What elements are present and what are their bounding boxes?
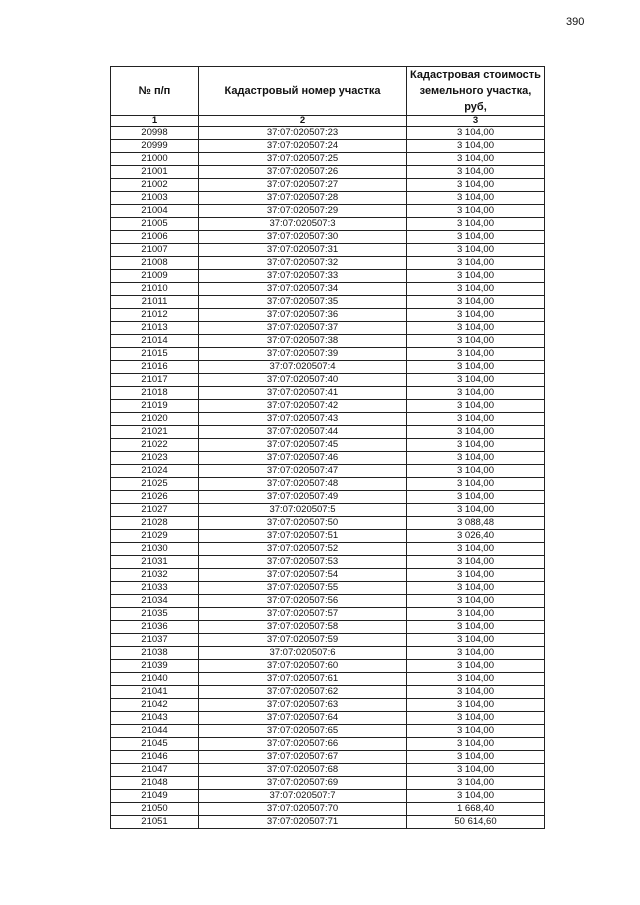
- table-row: [111, 790, 545, 803]
- column-index: 2: [199, 116, 407, 127]
- row-number-cell: 21017: [111, 374, 199, 387]
- row-number-cell: 21039: [111, 660, 199, 673]
- cadastral-number-cell: 37:07:020507:67: [199, 751, 407, 764]
- cadastral-number-cell: 37:07:020507:52: [199, 543, 407, 556]
- cadastral-value-cell: 3 104,00: [407, 400, 545, 413]
- column-header-cadastral-value: Кадастровая стоимость земельного участка, руб,: [407, 67, 545, 116]
- table-row: [111, 244, 545, 257]
- cadastral-value-cell: 3 104,00: [407, 452, 545, 465]
- row-number-cell: 20998: [111, 127, 199, 140]
- cadastral-number-cell: 37:07:020507:30: [199, 231, 407, 244]
- row-number-cell: 21049: [111, 790, 199, 803]
- cadastral-value-cell: 1 668,40: [407, 803, 545, 816]
- cadastral-value-cell: 3 104,00: [407, 595, 545, 608]
- cadastral-value-cell: 3 104,00: [407, 465, 545, 478]
- row-number-cell: 21041: [111, 686, 199, 699]
- row-number-cell: 21040: [111, 673, 199, 686]
- cadastral-value-cell: 3 104,00: [407, 738, 545, 751]
- cadastral-value-cell: 3 104,00: [407, 634, 545, 647]
- table-row: [111, 634, 545, 647]
- row-number-cell: 21007: [111, 244, 199, 257]
- table-row: [111, 582, 545, 595]
- column-index: 1: [111, 116, 199, 127]
- table-row: [111, 387, 545, 400]
- cadastral-value-cell: 3 104,00: [407, 296, 545, 309]
- cadastral-number-cell: 37:07:020507:65: [199, 725, 407, 738]
- cadastral-value-cell: 3 104,00: [407, 166, 545, 179]
- row-number-cell: 21012: [111, 309, 199, 322]
- table-row: [111, 374, 545, 387]
- row-number-cell: 21037: [111, 634, 199, 647]
- cadastral-number-cell: 37:07:020507:3: [199, 218, 407, 231]
- cadastral-value-cell: 3 104,00: [407, 218, 545, 231]
- cadastral-number-cell: 37:07:020507:54: [199, 569, 407, 582]
- table-row: [111, 803, 545, 816]
- cadastral-value-cell: 3 104,00: [407, 491, 545, 504]
- table-row: [111, 231, 545, 244]
- cadastral-value-cell: 3 104,00: [407, 309, 545, 322]
- cadastral-value-cell: 3 104,00: [407, 257, 545, 270]
- cadastral-number-cell: 37:07:020507:58: [199, 621, 407, 634]
- table-row: [111, 296, 545, 309]
- table-row: [111, 179, 545, 192]
- cadastral-number-cell: 37:07:020507:56: [199, 595, 407, 608]
- row-number-cell: 21010: [111, 283, 199, 296]
- cadastral-number-cell: 37:07:020507:42: [199, 400, 407, 413]
- cadastral-value-cell: 3 104,00: [407, 192, 545, 205]
- cadastral-number-cell: 37:07:020507:61: [199, 673, 407, 686]
- table-row: [111, 491, 545, 504]
- cadastral-number-cell: 37:07:020507:43: [199, 413, 407, 426]
- table-row: [111, 257, 545, 270]
- cadastral-number-cell: 37:07:020507:49: [199, 491, 407, 504]
- row-number-cell: 21048: [111, 777, 199, 790]
- cadastral-value-cell: 3 104,00: [407, 205, 545, 218]
- cadastral-number-cell: 37:07:020507:34: [199, 283, 407, 296]
- cadastral-value-cell: 3 104,00: [407, 647, 545, 660]
- cadastral-number-cell: 37:07:020507:41: [199, 387, 407, 400]
- cadastral-number-cell: 37:07:020507:31: [199, 244, 407, 257]
- row-number-cell: 21032: [111, 569, 199, 582]
- cadastral-value-cell: 3 104,00: [407, 660, 545, 673]
- row-number-cell: 21044: [111, 725, 199, 738]
- cadastral-value-cell: 3 104,00: [407, 335, 545, 348]
- cadastral-value-cell: 3 104,00: [407, 179, 545, 192]
- cadastral-number-cell: 37:07:020507:71: [199, 816, 407, 829]
- cadastral-number-cell: 37:07:020507:60: [199, 660, 407, 673]
- row-number-cell: 21029: [111, 530, 199, 543]
- row-number-cell: 21042: [111, 699, 199, 712]
- table-row: [111, 322, 545, 335]
- table-row: [111, 504, 545, 517]
- cadastral-value-cell: 50 614,60: [407, 816, 545, 829]
- cadastral-number-cell: 37:07:020507:45: [199, 439, 407, 452]
- table-row: [111, 127, 545, 140]
- cadastral-number-cell: 37:07:020507:25: [199, 153, 407, 166]
- row-number-cell: 21020: [111, 413, 199, 426]
- row-number-cell: 21031: [111, 556, 199, 569]
- row-number-cell: 21030: [111, 543, 199, 556]
- cadastral-number-cell: 37:07:020507:68: [199, 764, 407, 777]
- cadastral-number-cell: 37:07:020507:23: [199, 127, 407, 140]
- row-number-cell: 21045: [111, 738, 199, 751]
- cadastral-number-cell: 37:07:020507:57: [199, 608, 407, 621]
- cadastral-value-cell: 3 104,00: [407, 764, 545, 777]
- cadastral-value-cell: 3 104,00: [407, 712, 545, 725]
- row-number-cell: 21023: [111, 452, 199, 465]
- cadastral-number-cell: 37:07:020507:32: [199, 257, 407, 270]
- cadastral-value-cell: 3 104,00: [407, 790, 545, 803]
- cadastral-number-cell: 37:07:020507:62: [199, 686, 407, 699]
- cadastral-number-cell: 37:07:020507:33: [199, 270, 407, 283]
- table-row: [111, 777, 545, 790]
- table-row: [111, 361, 545, 374]
- cadastral-number-cell: 37:07:020507:63: [199, 699, 407, 712]
- cadastral-value-cell: 3 104,00: [407, 140, 545, 153]
- table-row: [111, 218, 545, 231]
- row-number-cell: 21009: [111, 270, 199, 283]
- table-row: [111, 452, 545, 465]
- cadastral-number-cell: 37:07:020507:69: [199, 777, 407, 790]
- row-number-cell: 21006: [111, 231, 199, 244]
- cadastral-value-cell: 3 104,00: [407, 543, 545, 556]
- cadastral-value-cell: 3 104,00: [407, 608, 545, 621]
- row-number-cell: 21022: [111, 439, 199, 452]
- table-row: [111, 608, 545, 621]
- cadastral-number-cell: 37:07:020507:28: [199, 192, 407, 205]
- table-row: [111, 647, 545, 660]
- row-number-cell: 21043: [111, 712, 199, 725]
- table-row: [111, 517, 545, 530]
- cadastral-number-cell: 37:07:020507:70: [199, 803, 407, 816]
- page-number: 390: [566, 16, 585, 28]
- cadastral-value-cell: 3 104,00: [407, 751, 545, 764]
- row-number-cell: 21011: [111, 296, 199, 309]
- table-row: [111, 699, 545, 712]
- row-number-cell: 21036: [111, 621, 199, 634]
- cadastral-value-cell: 3 088,48: [407, 517, 545, 530]
- cadastral-value-cell: 3 104,00: [407, 426, 545, 439]
- table-row: [111, 192, 545, 205]
- cadastral-value-cell: 3 104,00: [407, 673, 545, 686]
- cadastral-value-cell: 3 104,00: [407, 777, 545, 790]
- row-number-cell: 21019: [111, 400, 199, 413]
- table-row: [111, 439, 545, 452]
- row-number-cell: 21038: [111, 647, 199, 660]
- table-row: [111, 270, 545, 283]
- table-row: [111, 205, 545, 218]
- row-number-cell: 21028: [111, 517, 199, 530]
- row-number-cell: 21027: [111, 504, 199, 517]
- table-header-row: [111, 67, 545, 116]
- cadastral-number-cell: 37:07:020507:46: [199, 452, 407, 465]
- cadastral-value-cell: 3 104,00: [407, 478, 545, 491]
- cadastral-number-cell: 37:07:020507:47: [199, 465, 407, 478]
- table-row: [111, 140, 545, 153]
- table-row: [111, 725, 545, 738]
- cadastral-value-cell: 3 104,00: [407, 322, 545, 335]
- cadastral-number-cell: 37:07:020507:38: [199, 335, 407, 348]
- row-number-cell: 21025: [111, 478, 199, 491]
- cadastral-value-cell: 3 104,00: [407, 348, 545, 361]
- cadastral-number-cell: 37:07:020507:66: [199, 738, 407, 751]
- column-header-cadastral-number: Кадастровый номер участка: [199, 67, 407, 116]
- table-row: [111, 569, 545, 582]
- row-number-cell: 21018: [111, 387, 199, 400]
- cadastral-number-cell: 37:07:020507:35: [199, 296, 407, 309]
- cadastral-value-cell: 3 104,00: [407, 582, 545, 595]
- cadastral-number-cell: 37:07:020507:29: [199, 205, 407, 218]
- row-number-cell: 21005: [111, 218, 199, 231]
- cadastral-value-cell: 3 104,00: [407, 569, 545, 582]
- row-number-cell: 21004: [111, 205, 199, 218]
- cadastral-value-cell: 3 104,00: [407, 413, 545, 426]
- table-row: [111, 413, 545, 426]
- cadastral-number-cell: 37:07:020507:55: [199, 582, 407, 595]
- column-index: 3: [407, 116, 545, 127]
- cadastral-value-cell: 3 104,00: [407, 387, 545, 400]
- cadastral-value-cell: 3 104,00: [407, 283, 545, 296]
- row-number-cell: 21033: [111, 582, 199, 595]
- cadastral-number-cell: 37:07:020507:24: [199, 140, 407, 153]
- table-row: [111, 660, 545, 673]
- column-header-number: № п/п: [111, 67, 199, 116]
- row-number-cell: 21026: [111, 491, 199, 504]
- row-number-cell: 21051: [111, 816, 199, 829]
- table-row: [111, 283, 545, 296]
- cadastral-number-cell: 37:07:020507:4: [199, 361, 407, 374]
- table-row: [111, 478, 545, 491]
- table-row: [111, 595, 545, 608]
- table-row: [111, 764, 545, 777]
- row-number-cell: 21046: [111, 751, 199, 764]
- row-number-cell: 21008: [111, 257, 199, 270]
- table-row: [111, 673, 545, 686]
- cadastral-number-cell: 37:07:020507:27: [199, 179, 407, 192]
- row-number-cell: 21024: [111, 465, 199, 478]
- cadastral-value-cell: 3 104,00: [407, 127, 545, 140]
- row-number-cell: 21002: [111, 179, 199, 192]
- cadastral-number-cell: 37:07:020507:64: [199, 712, 407, 725]
- row-number-cell: 21015: [111, 348, 199, 361]
- row-number-cell: 20999: [111, 140, 199, 153]
- cadastral-value-cell: 3 104,00: [407, 686, 545, 699]
- cadastral-value-cell: 3 104,00: [407, 374, 545, 387]
- cadastral-value-cell: 3 104,00: [407, 231, 545, 244]
- cadastral-number-cell: 37:07:020507:37: [199, 322, 407, 335]
- row-number-cell: 21021: [111, 426, 199, 439]
- table-row: [111, 738, 545, 751]
- cadastral-number-cell: 37:07:020507:7: [199, 790, 407, 803]
- table-row: [111, 426, 545, 439]
- cadastral-value-cell: 3 104,00: [407, 725, 545, 738]
- table-row: [111, 400, 545, 413]
- row-number-cell: 21050: [111, 803, 199, 816]
- cadastral-value-cell: 3 104,00: [407, 556, 545, 569]
- cadastral-number-cell: 37:07:020507:26: [199, 166, 407, 179]
- table-row: [111, 309, 545, 322]
- row-number-cell: 21035: [111, 608, 199, 621]
- cadastral-table: [110, 66, 545, 829]
- cadastral-value-cell: 3 104,00: [407, 699, 545, 712]
- cadastral-number-cell: 37:07:020507:39: [199, 348, 407, 361]
- table-row: [111, 465, 545, 478]
- table-row: [111, 335, 545, 348]
- table-row: [111, 686, 545, 699]
- table-row: [111, 530, 545, 543]
- cadastral-value-cell: 3 104,00: [407, 504, 545, 517]
- cadastral-number-cell: 37:07:020507:48: [199, 478, 407, 491]
- cadastral-value-cell: 3 104,00: [407, 244, 545, 257]
- row-number-cell: 21047: [111, 764, 199, 777]
- table-body: [111, 127, 545, 829]
- table-row: [111, 153, 545, 166]
- cadastral-value-cell: 3 026,40: [407, 530, 545, 543]
- table-row: [111, 556, 545, 569]
- table-row: [111, 166, 545, 179]
- cadastral-number-cell: 37:07:020507:44: [199, 426, 407, 439]
- table-row: [111, 712, 545, 725]
- row-number-cell: 21034: [111, 595, 199, 608]
- row-number-cell: 21014: [111, 335, 199, 348]
- cadastral-number-cell: 37:07:020507:51: [199, 530, 407, 543]
- cadastral-number-cell: 37:07:020507:5: [199, 504, 407, 517]
- cadastral-number-cell: 37:07:020507:36: [199, 309, 407, 322]
- row-number-cell: 21000: [111, 153, 199, 166]
- row-number-cell: 21003: [111, 192, 199, 205]
- table-row: [111, 751, 545, 764]
- cadastral-value-cell: 3 104,00: [407, 270, 545, 283]
- row-number-cell: 21001: [111, 166, 199, 179]
- table-row: [111, 816, 545, 829]
- cadastral-number-cell: 37:07:020507:59: [199, 634, 407, 647]
- row-number-cell: 21016: [111, 361, 199, 374]
- cadastral-number-cell: 37:07:020507:6: [199, 647, 407, 660]
- cadastral-number-cell: 37:07:020507:40: [199, 374, 407, 387]
- table-row: [111, 621, 545, 634]
- cadastral-value-cell: 3 104,00: [407, 439, 545, 452]
- column-index-row: [111, 116, 545, 127]
- cadastral-value-cell: 3 104,00: [407, 153, 545, 166]
- table-row: [111, 348, 545, 361]
- cadastral-value-cell: 3 104,00: [407, 361, 545, 374]
- table-row: [111, 543, 545, 556]
- cadastral-number-cell: 37:07:020507:53: [199, 556, 407, 569]
- row-number-cell: 21013: [111, 322, 199, 335]
- cadastral-value-cell: 3 104,00: [407, 621, 545, 634]
- cadastral-number-cell: 37:07:020507:50: [199, 517, 407, 530]
